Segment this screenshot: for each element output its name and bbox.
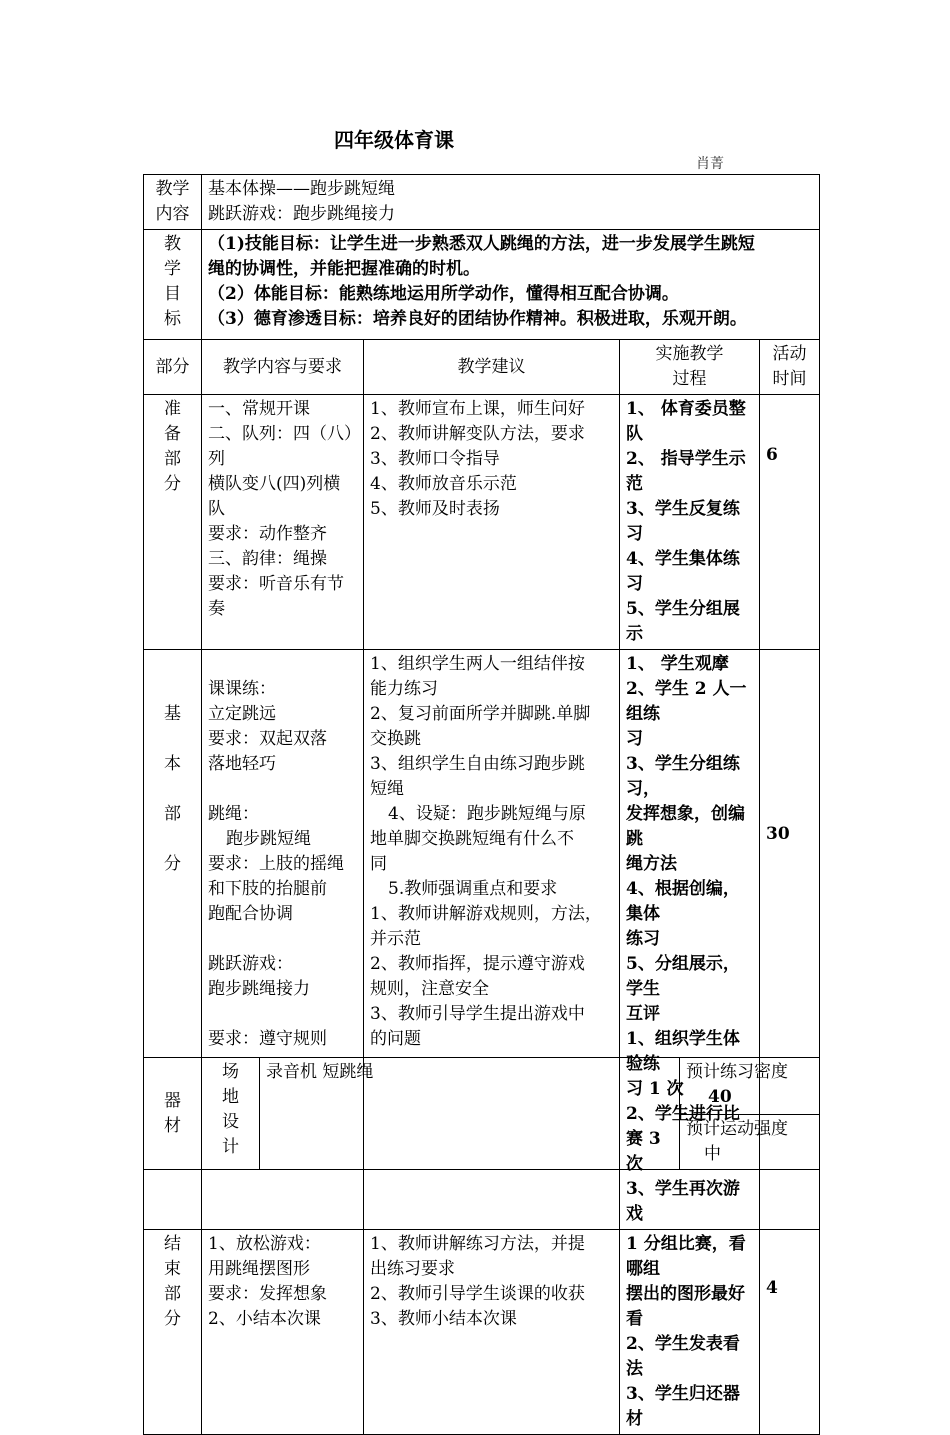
header-part: 部分 [144,340,202,395]
footer-table [143,1057,820,1170]
objectives-row [144,230,820,340]
content-label: 教学 内容 [144,175,202,230]
lesson-plan-table [143,174,820,1435]
end-label: 结 束 部 分 [144,1230,202,1435]
end-content: 1、放松游戏： 用跳绳摆图形 要求：发挥想象 2、小结本次课 [202,1230,364,1435]
header-row [144,340,820,395]
equipment-label: 器 材 [144,1058,202,1170]
header-process: 实施教学 过程 [620,340,760,395]
equipment-list: 录音机 短跳绳 [260,1058,680,1170]
objectives-text: （1)技能目标：让学生进一步熟悉双人跳绳的方法，进一步发展学生跳短 绳的协调性，并能把握准确的时机。 （2）体能目标：能熟练地运用所学动作，懂得相互配合协调。 （3）德育渗透目标：培养良好的团结协作精神。积极进取，乐观开朗。 [202,230,820,340]
prep-content: 一、常规开课 二、队列：四（八）列 横队变八(四)列横队 要求：动作整齐 三、韵律：绳操 要求：听音乐有节奏 [202,395,364,650]
prep-row [144,395,820,650]
basic-time: 30 [760,650,820,1230]
end-advice: 1、教师讲解练习方法，并提 出练习要求 2、教师引导学生谈课的收获 3、教师小结本次课 [364,1230,620,1435]
density-cell: 预计练习密度 40 [680,1058,820,1115]
prep-advice: 1、教师宣布上课，师生问好 2、教师讲解变队方法，要求 3、教师口令指导 4、教师放音乐示范 5、教师及时表扬 [364,395,620,650]
header-advice: 教学建议 [364,340,620,395]
end-process: 1 分组比赛，看哪组 摆出的图形最好看 2、学生发表看法 3、学生归还器材 [620,1230,760,1435]
header-content: 教学内容与要求 [202,340,364,395]
objectives-label: 教 学 目 标 [144,230,202,340]
prep-label: 准 备 部 分 [144,395,202,650]
header-time: 活动 时间 [760,340,820,395]
prep-process: 1、 体育委员整队 2、 指导学生示范 3、学生反复练习 4、学生集体练习 5、学生分组展示 [620,395,760,650]
intensity-cell: 预计运动强度 中 [680,1115,820,1170]
content-text: 基本体操——跑步跳短绳 跳跃游戏：跑步跳绳接力 [202,175,820,230]
basic-content: 课课练： 立定跳远 要求：双起双落 落地轻巧 跳绳： 跑步跳短绳 要求：上肢的摇绳 和下肢的抬腿前 跑配合协调 跳跃游戏： 跑步跳绳接力 要求：遵守规则 [202,650,364,1230]
end-row [144,1230,820,1435]
end-time: 4 [760,1230,820,1435]
site-label: 场 地 设 计 [202,1058,260,1170]
content-row [144,175,820,230]
basic-process: 1、 学生观摩 2、学生 2 人一组练 习 3、学生分组练习， 发挥想象，创编跳 绳方法 4、根据创编，集体 练习 5、分组展示，学生 互评 1、组织学生体验练 习 1 次 2、学生进行比赛 3 次 3、学生再次游戏 [620,650,760,1230]
page-title: 四年级体育课 [334,128,454,152]
prep-time: 6 [760,395,820,650]
basic-label: 基 本 部 分 [144,650,202,1230]
author-name: 肖菁 [696,156,724,172]
basic-advice: 1、组织学生两人一组结伴按 能力练习 2、复习前面所学并脚跳.单脚 交换跳 3、组织学生自由练习跑步跳 短绳 4、设疑：跑步跳短绳与原 地单脚交换跳短绳有什么不 同 5.教师强调重点和要求 1、教师讲解游戏规则，方法， 并示范 2、教师指挥，提示遵守游戏 规则，注意安全 3、教师引导学生提出游戏中 的问题 [364,650,620,1230]
